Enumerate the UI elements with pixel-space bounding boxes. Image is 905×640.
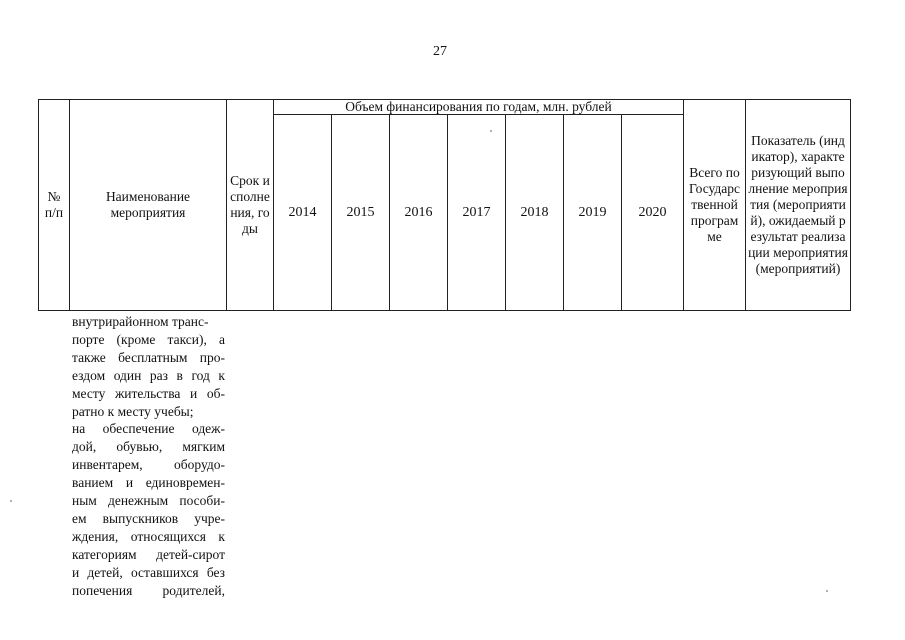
scan-speck	[10, 500, 12, 502]
year-cell: 2014	[274, 115, 332, 311]
header-total-text: Всего по Государственной программе	[688, 165, 741, 244]
text-line: месту жительства и об-	[72, 385, 225, 401]
header-indicator-text: Показатель (индикатор), характеризующий выполнение мероприятия (мероприятий), ожидаемый результат реализации мероприятия (мероприятий)	[748, 133, 848, 276]
program-table-header	[38, 99, 851, 311]
text-line: попечения родителей,	[72, 582, 225, 598]
text-line: категориям детей-сирот	[72, 546, 225, 562]
text-line: ждения, относящихся к	[72, 528, 225, 544]
text-line: также бесплатным про-	[72, 349, 225, 365]
scan-speck	[490, 130, 492, 132]
year-cell: 2016	[390, 115, 448, 311]
text-line: дой, обувью, мягким	[72, 439, 225, 455]
text-line: на обеспечение одеж-	[72, 421, 225, 437]
header-term	[227, 100, 274, 311]
text-line: ванием и единовремен-	[72, 475, 225, 491]
header-number	[39, 100, 70, 311]
year-cell: 2015	[332, 115, 390, 311]
text-line: порте (кроме такси), а	[72, 331, 225, 347]
year-cell: 2018	[506, 115, 564, 311]
page-number: 27	[433, 44, 447, 59]
header-funding-text: Объем финансирования по годам, млн. рублей	[345, 99, 612, 114]
year-cell: 2019	[564, 115, 622, 311]
text-line: и детей, оставшихся без	[72, 564, 225, 580]
year-cell: 2017	[448, 115, 506, 311]
header-name-text: Наименование мероприятия	[105, 189, 191, 220]
header-number-text: № п/п	[44, 189, 64, 220]
header-indicator	[746, 100, 851, 311]
header-name	[70, 100, 227, 311]
text-line: инвентарем, оборудо-	[72, 457, 225, 473]
text-line: ем выпускников учре-	[72, 510, 225, 526]
header-term-text: Срок исполнения, годы	[230, 173, 270, 236]
text-line: ным денежным пособи-	[72, 493, 225, 509]
year-cell: 2020	[622, 115, 684, 311]
scan-speck	[826, 590, 828, 592]
header-total	[684, 100, 746, 311]
text-line: ездом один раз в год к	[72, 367, 225, 383]
header-funding-group	[274, 100, 684, 115]
text-line: внутрирайонном транс-	[72, 314, 209, 329]
measure-description	[72, 313, 225, 600]
text-line: ратно к месту учебы;	[72, 403, 194, 419]
